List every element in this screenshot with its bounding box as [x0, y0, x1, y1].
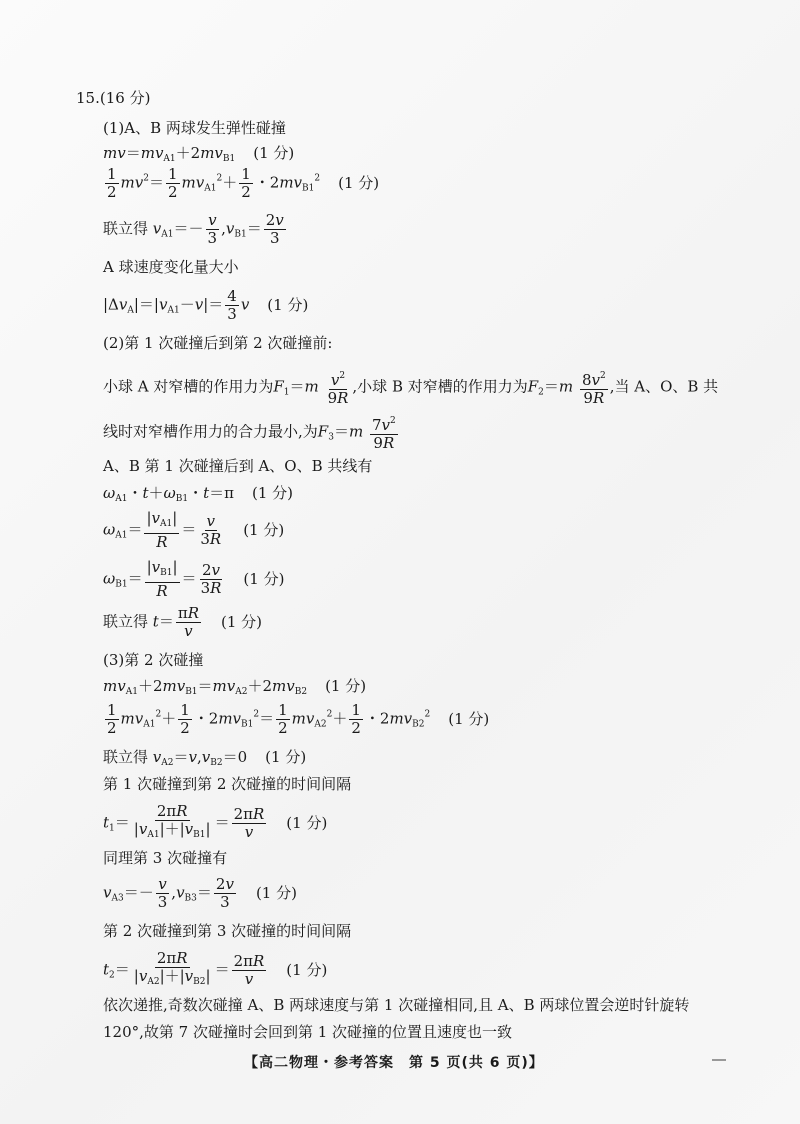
time-result: 联立得 t＝ $\frac{\pi R}{v}$ (1 分): [103, 604, 263, 640]
momentum-equation: $mv=mv_{A1}+2mv_{B1}$ (1 分): [103, 144, 295, 164]
angle-equation: $\omega_{A1}$・$t+\omega_{B1}$・t＝π (1 分): [103, 484, 294, 504]
interval-2-label: 第 2 次碰撞到第 3 次碰撞的时间间隔: [103, 922, 352, 940]
conclusion-line2: 120°,故第 7 次碰撞时会回到第 1 次碰撞的位置且速度也一致: [103, 1023, 513, 1041]
result-velocities-2: 联立得 $v_{A2}=v,v_{B2}=0$ (1 分): [103, 748, 307, 768]
omega-b1-equation: $\omega_{B1}=$ $\frac{|v_{B1}|}{R}$ ＝ $\frac{2v}{3R}$ (1 分): [103, 558, 285, 600]
third-collision-label: 同理第 3 次碰撞有: [103, 849, 228, 867]
energy-equation-2: $\frac{1}{2}$ $mv_{A1}^2+$ $\frac{1}{2}$ ・$2mv_{B1}^2=$ $\frac{1}{2}$ $mv_{A2}^2+$ $\frac{1}{2}$ ・$2mv_{B2}^2$ (1 分): [107, 701, 490, 737]
force-statement-line1: 小球 A 对窄槽的作用力为$F_1=m$ $\frac{v^2}{9R}$ ,小球 B 对窄槽的作用力为$F_2=m$ $\frac{8v^2}{9R}$ ,当 A、O、B 共: [103, 368, 718, 407]
collinear-statement: A、B 第 1 次碰撞后到 A、O、B 共线有: [103, 457, 373, 475]
page-mark: [712, 1059, 726, 1061]
page-footer: 【高二物理・参考答案 第 5 页(共 6 页)】: [244, 1055, 544, 1071]
speed-change-label: A 球速度变化量大小: [103, 258, 239, 276]
result-velocities-3: $v_{A3}=-$ $\frac{v}{3}$ $,v_{B3}=$ $\frac{2v}{3}$ (1 分): [103, 875, 297, 911]
conclusion-line1: 依次递推,奇数次碰撞 A、B 两球速度与第 1 次碰撞相同,且 A、B 两球位置会逆时针旋转: [103, 996, 690, 1014]
section-3-title: (3)第 2 次碰撞: [103, 651, 204, 669]
omega-a1-equation: $\omega_{A1}=$ $\frac{|v_{A1}|}{R}$ ＝ $\frac{v}{3R}$ (1 分): [103, 509, 285, 551]
momentum-equation-2: $mv_{A1}+2mv_{B1}=mv_{A2}+2mv_{B2}$ (1 分): [103, 677, 367, 697]
interval-1-label: 第 1 次碰撞到第 2 次碰撞的时间间隔: [103, 775, 352, 793]
section-2-title: (2)第 1 次碰撞后到第 2 次碰撞前:: [103, 334, 333, 352]
energy-equation: $\frac{1}{2}$ $mv^2=$ $\frac{1}{2}$ $mv_{A1}^2+$ $\frac{1}{2}$ ・$2mv_{B1}^2$ (1 分): [107, 165, 380, 201]
section-1-title: (1)A、B 两球发生弹性碰撞: [103, 119, 286, 137]
result-velocities-1: 联立得 $v_{A1}=-$ $\frac{v}{3}$ $,v_{B1}=$ $\frac{2v}{3}$: [103, 211, 284, 247]
question-header: 15.(16 分): [76, 89, 151, 107]
force-statement-line2: 线时对窄槽作用力的合力最小,为$F_3=m$ $\frac{7v^2}{9R}$: [103, 413, 400, 452]
interval-2-equation: $t_2=$ $\frac{2\pi R}{|v_{A2}|+|v_{B2}|}$ ＝ $\frac{2\pi R}{v}$ (1 分): [103, 949, 328, 988]
speed-change-equation: $|\Delta v_A|=|v_{A1}-v|=$ $\frac{4}{3}$ v (1 分): [103, 287, 309, 323]
interval-1-equation: $t_1=$ $\frac{2\pi R}{|v_{A1}|+|v_{B1}|}$ ＝ $\frac{2\pi R}{v}$ (1 分): [103, 802, 328, 841]
